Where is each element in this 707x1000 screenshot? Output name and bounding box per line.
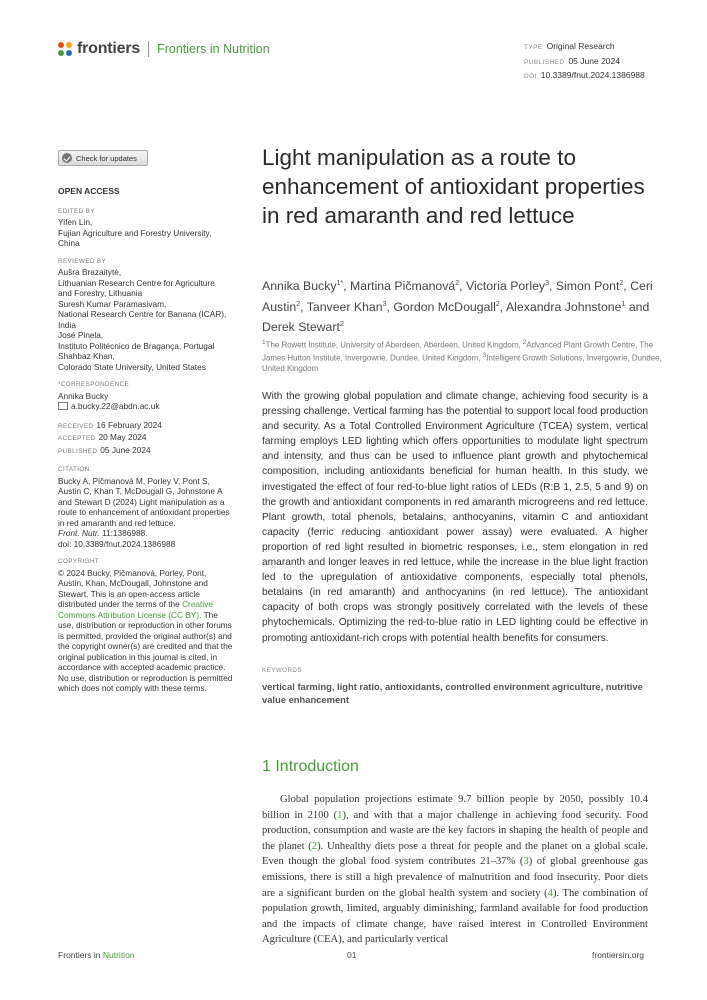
reference-link[interactable]: 2 [311,840,318,852]
citation-body: Bucky A, Pičmanová M, Porley V, Pont S, Austin C, Khan T, McDougall G, Johnstone A and Stewart D (2024) Light manipulation as a route to enhancement of antioxidant properties in red amaranth and red lettuce. [58,475,230,528]
journal-name: Frontiers in Nutrition [157,42,270,56]
published-label: PUBLISHED [524,58,565,66]
author-name[interactable]: Simon Pont [555,279,620,294]
author-affiliation-marker: 2 [296,300,301,308]
article-type: Original Research [546,41,615,51]
keywords: vertical farming, light ratio, antioxidants, controlled environment agriculture, nutritive value enhancement [262,681,643,705]
author-list: Annika Bucky$^{1*}$, Martina Pičmanová$^2$, Victoria Porley$^3$, Simon Pont$^2$, Ceri Austin$^2$, Tanveer Khan$^3$, Gordon McDougall$^2$, Alexandra Johnstone$^1$ and Derek Stewart$^2$ [262,279,653,335]
citation-volume: 11:1386988. [99,528,148,538]
affiliation-text: The Rowett Institute, University of Aberdeen, Aberdeen, United Kingdom, [265,340,523,350]
accepted-date: 20 May 2024 [98,432,147,442]
footer-site-link[interactable]: frontiersin.org [592,950,644,960]
affiliation-text: Intelligent Growth Solutions, Invergowrie, Dundee, United Kingdom [262,353,662,374]
correspondence-email[interactable]: a.bucky.22@abdn.ac.uk [71,401,160,411]
author-name[interactable]: Derek Stewart [262,320,340,335]
reviewed-by-label: REVIEWED BY [58,257,107,265]
sidebar-line: India [58,319,76,330]
affiliation-marker: 3 [482,352,487,360]
body-text-segment: ) of global greenhouse gas emissions, there is still a high prevalence of malnutrition and food insecurity. Poor diets are a significant burden on the global health system and society ( [262,856,649,899]
footer-journal [58,950,135,960]
check-for-updates-button[interactable] [58,150,148,166]
check-for-updates-label: Check for updates [76,153,137,163]
author-affiliation-marker: 1* [336,280,344,287]
footer-journal-prefix: Frontiers in [58,950,103,960]
introduction-text [262,792,648,948]
reference-link[interactable]: 1 [337,809,343,821]
affiliation-text: Advanced Plant Growth Centre, The James Hutton Institute, Invergowrie, Dundee, United Kingdom, [262,340,653,363]
body-text-segment: Global population projections estimate 9.7 billion people by 2050, possibly 10.4 billion in 2100 ( [262,794,648,821]
doi-label: DOI [524,73,537,80]
author-name[interactable]: Tanveer Khan [306,299,383,314]
received-row [58,420,233,433]
sidebar-line: Suresh Kumar Paramasivam, [58,298,167,309]
author-name[interactable]: Alexandra Johnstone [505,299,622,314]
affiliations [262,338,662,375]
sidebar [58,186,233,694]
author-affiliation-marker: 3 [545,280,549,287]
body-text-segment: ). The combination of population growth, limited, arguably diminishing, farmland available for food production and the impacts of climate change, have raised interest in Controlled Environment Agriculture (CEA), and particularly vertical [262,887,649,946]
author-name[interactable]: Ceri Austin [262,279,653,314]
abstract: With the growing global population and climate change, achieving food security is a pressing challenge. Vertical farming has the potential to support local food production and security. As a Total Controlled Environment Agriculture (TCEA) system, vertical farming employs LED lighting which offers opportunities to modulate light spectrum and intensity, and thus can be used to influence plant growth and phytochemical composition, including antioxidants beneficial for human health. In this study, we investigated the effect of four red-to-blue light ratios of LEDs (R:B 1, 2.5, 5 and 9) on the growth and antioxidant components in red amaranth microgreens and red lettuce. Plant growth, total phenols, betalains, anthocyanins, vitamin C and antioxidant capacity (ferric reducing antioxidant power assay) were evaluated. A higher proportion of red light resulted in biometric responses, i.e., stem elongation in red amaranth and longer leaves in red lettuce, while the increase in the blue light fraction led to the upregulation of antioxidative components, especially total phenols, betalains (in red amaranth) and anthocyanins (in red lettuce). The antioxidant capacity of both crops was strongly positively correlated with the levels of these phytochemicals. Optimizing the red-to-blue ratio in LED lighting could be effective in promoting antioxidant-rich crops with potential health benefits for consumers. [262,391,648,644]
sidebar-line: China [58,238,80,248]
published-date: 05 June 2024 [568,55,620,66]
journal-logo[interactable] [58,40,270,58]
affiliation-marker: 1 [262,339,266,346]
reference-link[interactable]: 3 [523,856,529,868]
mail-icon [58,402,68,410]
sidebar-line: and Forestry, Lithuania [58,288,143,298]
published-label-side: PUBLISHED [58,447,98,455]
copyright-part-1: © 2024 Bucky, Pičmanová, Porley, Pont, Austin, Khan, McDougall, Johnstone and Stewart. This is an open-access article distributed under the terms of the [58,567,208,609]
reference-link[interactable]: 4 [547,887,553,899]
correspondence-name: Annika Bucky [58,390,109,401]
author-name[interactable]: Gordon McDougall [393,299,496,314]
citation-text [58,476,233,550]
citation-journal: Front. Nutr. [58,528,100,538]
sidebar-line: National Research Centre for Banana (ICAR), [58,309,227,319]
sidebar-line: Colorado State University, United States [58,361,206,372]
author-affiliation-marker: 2 [495,300,500,308]
received-date: 16 February 2024 [96,419,162,430]
sidebar-line: Lithuanian Research Centre for Agriculture [58,277,215,288]
citation-label: CITATION [58,466,90,473]
copyright-part-2: . The use, distribution or reproduction in other forums is permitted, provided the original author(s) and the copyright owner(s) are credited and that the original publication in this journal is cited, in accordance with accepted academic practice. No use, distribution or reproduction is permitted which does not comply with these terms. [58,609,233,693]
body-text-segment: ). Unhealthy diets pose a threat for people and the planet on a global scale. Even though the global food system contributes 21–37% ( [262,840,648,868]
reviewer-list [58,267,233,372]
received-label: RECEIVED [58,422,94,430]
footer-journal-name: Nutrition [102,950,135,960]
frontiers-logo-icon [58,42,73,57]
copyright-text [58,568,233,694]
copyright-label: COPYRIGHT [58,558,100,565]
section-heading-introduction: 1 Introduction [262,758,359,775]
published-date-side: 05 June 2024 [100,444,151,455]
author-affiliation-marker: 2 [455,280,460,287]
doi-link[interactable]: 10.3389/fnut.2024.1386988 [540,70,645,80]
check-icon [62,153,72,163]
body-text-segment: ), and with that a major challenge in achieving food security. Food production, consumption and waste are the key factors in shaping the health of people and the planet ( [262,809,648,852]
accepted-row [58,432,233,445]
logo-divider [148,41,149,57]
sidebar-line: Instituto Politécnico de Bragança, Portugal [58,340,215,351]
keywords-label: KEYWORDS [262,667,302,674]
citation-doi[interactable]: doi: 10.3389/fnut.2024.1386988 [58,538,176,549]
author-name[interactable]: Martina Pičmanová [349,279,456,294]
editor-list [58,217,233,249]
author-affiliation-marker: 3 [382,300,387,308]
article-title: Light manipulation as a route to enhancement of antioxidant properties in red amaranth and red lettuce [262,145,645,228]
correspondence-email-row[interactable] [58,401,233,412]
author-affiliation-marker: 2 [339,321,344,329]
author-affiliation-marker: 2 [619,280,624,287]
author-name[interactable]: Annika Bucky [262,279,337,294]
author-name[interactable]: Victoria Porley [466,279,546,294]
type-label: TYPE [524,44,543,51]
license-link[interactable]: Creative Commons Attribution License (CC BY) [58,599,213,620]
affiliation-marker: 2 [522,339,527,346]
sidebar-line: Fujian Agriculture and Forestry University, [58,227,212,238]
sidebar-line: Aušra Brazaitytė, [58,267,122,277]
sidebar-line: Shahbaz Khan, [58,351,115,361]
published-row [58,445,233,458]
article-meta [524,40,645,84]
page-number: 01 [347,950,357,960]
open-access-label: OPEN ACCESS [58,186,120,196]
sidebar-line: José Pinela, [58,330,104,340]
author-affiliation-marker: 1 [621,300,626,308]
correspondence-label: *CORRESPONDENCE [58,381,130,388]
sidebar-line: Yifen Lin, [58,217,93,227]
accepted-label: ACCEPTED [58,435,96,442]
brand-name: frontiers [77,40,141,57]
edited-by-label: EDITED BY [58,207,95,215]
